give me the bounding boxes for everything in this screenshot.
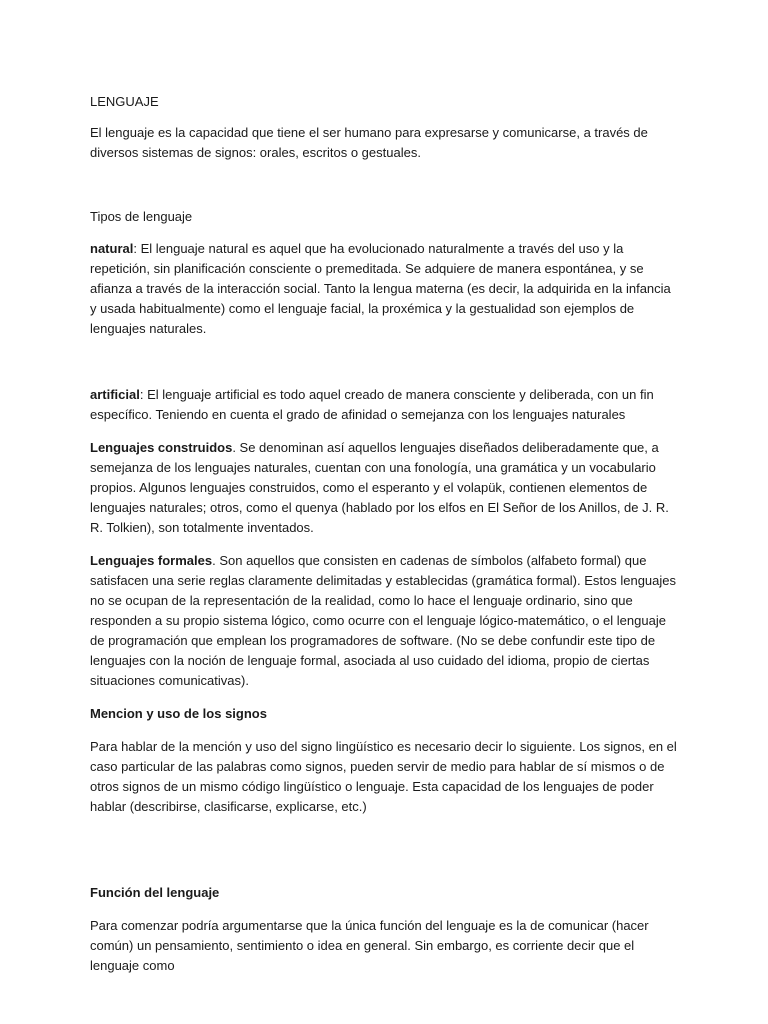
natural-term: natural xyxy=(90,241,134,256)
natural-text: : El lenguaje natural es aquel que ha evolucionado naturalmente a través del uso y la repetición, sin planificación consciente o premeditada. Se adquiere de manera espontánea, y se afianza a través de la interacción social. Tanto la lengua materna (es decir, la adquirida en la infancia y usada habitualmente) como el lenguaje facial, la proxémica y la gestualidad son ejemplos de lenguajes naturales. xyxy=(90,241,671,336)
funcion-heading xyxy=(90,883,680,903)
mencion-heading-text: Mencion y uso de los signos xyxy=(90,706,267,721)
document-body xyxy=(90,92,680,989)
construidos-text: . Se denominan así aquellos lenguajes diseñados deliberadamente que, a semejanza de los lenguajes naturales, cuentan con una fonología, una gramática y un vocabulario propios. Algunos lenguajes construidos, como el esperanto y el volapük, contienen elementos de lenguajes naturales; otros, como el quenya (hablado por los elfos en El Señor de los Anillos, de J. R. R. Tolkien), son totalmente inventados. xyxy=(90,440,669,535)
formales-text: . Son aquellos que consisten en cadenas de símbolos (alfabeto formal) que satisfacen una serie reglas claramente delimitadas y establecidas (gramática formal). Estos lenguajes no se ocupan de la representación de la realidad, como lo hace el lenguaje ordinario, sino que responden a su propio sistema lógico, como ocurre con el lenguaje lógico-matemático, o el lenguaje de programación que emplean los programadores de software. (No se debe confundir este tipo de lenguajes con la noción de lenguaje formal, asociada al uso cuidado del idioma, propio de ciertas situaciones comunicativas). xyxy=(90,553,677,688)
intro-paragraph: El lenguaje es la capacidad que tiene el ser humano para expresarse y comunicarse, a través de diversos sistemas de signos: orales, escritos o gestuales. xyxy=(90,125,648,160)
artificial-text: : El lenguaje artificial es todo aquel creado de manera consciente y deliberada, con un fin específico. Teniendo en cuenta el grado de afinidad o semejanza con los lenguajes naturales xyxy=(90,387,654,422)
natural-paragraph xyxy=(90,239,680,339)
document-title: LENGUAJE xyxy=(90,94,159,109)
funcion-heading-text: Función del lenguaje xyxy=(90,885,220,900)
mencion-paragraph: Para hablar de la mención y uso del signo lingüístico es necesario decir lo siguiente. Los signos, en el caso particular de las palabras como signos, pueden servir de medio para hablar de sí mismos o de otros signos de un mismo código lingüístico o lenguaje. Esta capacidad de los lenguajes de poder hablar (describirse, clasificarse, explicarse, etc.) xyxy=(90,739,677,814)
funcion-paragraph: Para comenzar podría argumentarse que la única función del lenguaje es la de comunicar (hacer común) un pensamiento, sentimiento o idea en general. Sin embargo, es corriente decir que el lenguaje como xyxy=(90,918,649,973)
artificial-paragraph xyxy=(90,385,680,425)
formales-paragraph xyxy=(90,551,680,691)
construidos-paragraph xyxy=(90,438,680,538)
construidos-term: Lenguajes construidos xyxy=(90,440,233,455)
formales-term: Lenguajes formales xyxy=(90,553,213,568)
artificial-term: artificial xyxy=(90,387,140,402)
mencion-heading xyxy=(90,704,680,724)
types-heading: Tipos de lenguaje xyxy=(90,209,193,224)
